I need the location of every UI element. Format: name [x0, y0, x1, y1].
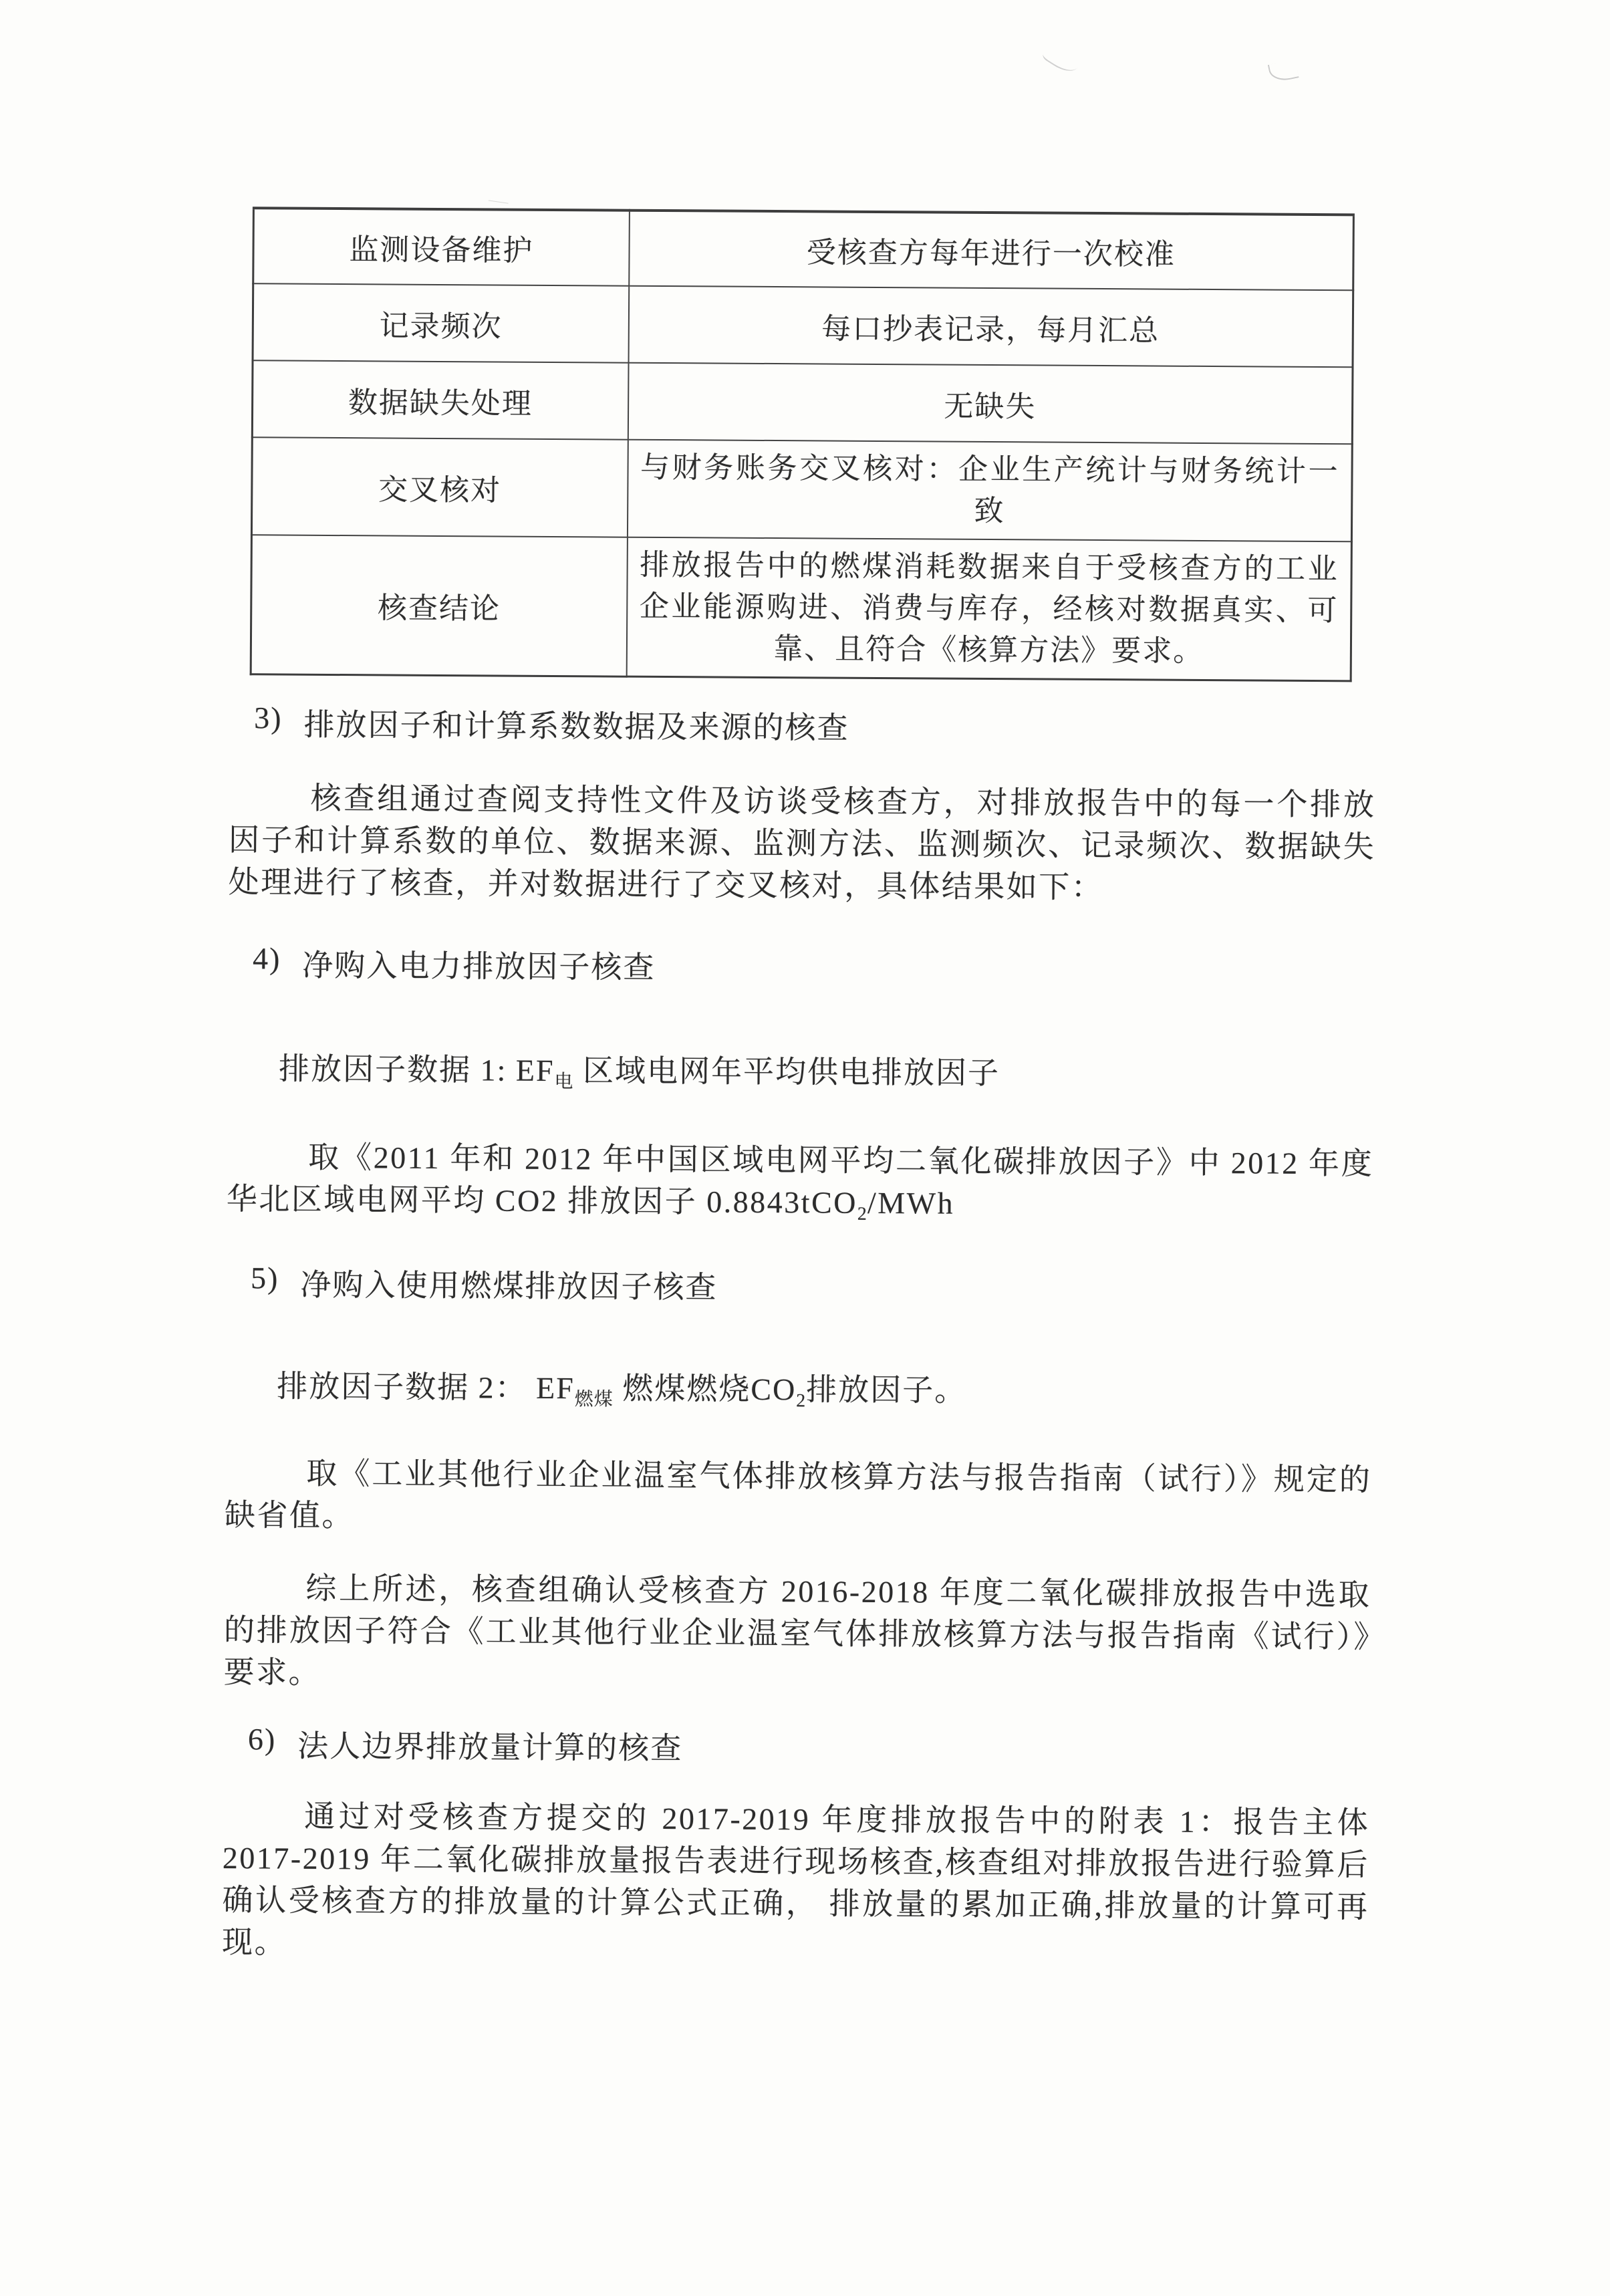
section-title: 法人边界排放量计算的核查 [297, 1729, 683, 1766]
table-row-label: 记录频次 [253, 283, 629, 362]
emission-factor-line-1 [279, 1045, 1000, 1097]
table-row [253, 208, 1354, 290]
section-heading-5 [251, 1260, 718, 1307]
paragraph-grid-factor [227, 1136, 1374, 1238]
verification-table [250, 207, 1355, 682]
table-row-label: 交叉核对 [251, 437, 628, 537]
emission-factor-line-2 [277, 1362, 967, 1414]
section-title: 净购入电力排放因子核查 [302, 948, 656, 985]
table-row-value: 与财务账务交叉核对：企业生产统计与财务统计一致 [627, 440, 1352, 542]
ef2-text: 排放因子数据 2： EF [277, 1369, 575, 1406]
co2-subscript: 2 [857, 1203, 867, 1225]
table-row-label: 监测设备维护 [253, 208, 630, 285]
table-row-label: 核查结论 [251, 535, 627, 676]
section-number: 3) [254, 700, 283, 735]
table-row-value: 每口抄表记录，每月汇总 [628, 286, 1353, 368]
section-title: 净购入使用燃煤排放因子核查 [300, 1267, 718, 1305]
ef1-text: 排放因子数据 1: EF [278, 1051, 555, 1088]
ef1-subscript: 电 [554, 1071, 574, 1093]
ef1-text: 区域电网年平均供电排放因子 [573, 1053, 1000, 1091]
ef2-text: 燃煤燃烧CO [613, 1371, 797, 1407]
table-row-value: 无缺失 [628, 363, 1353, 444]
paragraph-factor-check-intro: 核查组通过查阅支持性文件及访谈受核查方，对排放报告中的每一个排放因子和计算系数的单位、数据来源、监测方法、监测频次、记录频次、数据缺失处理进行了核查，并对数据进行了交叉核对，具体结果如下： [228, 781, 1376, 905]
table-row-label: 数据缺失处理 [252, 360, 628, 439]
section-number: 4) [252, 941, 281, 976]
section-heading-3 [254, 700, 849, 747]
paragraph-coal-default-value: 取《工业其他行业企业温室气体排放核算方法与报告指南（试行）》规定的缺省值。 [224, 1456, 1372, 1533]
paragraph-boundary-calculation: 通过对受核查方提交的 2017-2019 年度排放报告中的附表 1：报告主体 2017-2019 年二氧化碳排放量报告表进行现场核查,核查组对排放报告进行验算后确认受核查方的排放量的计算公式正确， 排放量的累加正确,排放量的计算可再现。 [221, 1799, 1370, 1960]
table-row-value: 排放报告中的燃煤消耗数据来自于受核查方的工业企业能源购进、消费与库存，经核对数据真实、可靠、且符合《核算方法》要求。 [626, 537, 1351, 681]
table-row-value: 受核查方每年进行一次校准 [629, 211, 1354, 291]
table-row [253, 283, 1353, 367]
ef2-subscript: 燃煤 [574, 1389, 614, 1410]
section-title: 排放因子和计算系数数据及来源的核查 [303, 707, 849, 745]
table-row [251, 535, 1351, 681]
scan-artifact-mark [1041, 41, 1082, 77]
grid-factor-unit: /MWh [867, 1185, 955, 1221]
table-row [252, 360, 1353, 444]
section-heading-4 [253, 940, 656, 987]
co2-subscript: 2 [796, 1390, 807, 1412]
section-number: 6) [247, 1722, 277, 1757]
grid-factor-text: 取《2011 年和 2012 年中国区域电网平均二氧化碳排放因子》中 2012 年度华北区域电网平均 CO2 排放因子 0.8843tCO [226, 1140, 1374, 1220]
paragraph-factor-conclusion: 综上所述，核查组确认受核查方 2016-2018 年度二氧化碳排放报告中选取的排放因子符合《工业其他行业企业温室气体排放核算方法与报告指南《试行）》要求。 [223, 1571, 1371, 1690]
table-row [251, 437, 1352, 541]
section-heading-6 [248, 1721, 683, 1768]
section-number: 5) [250, 1261, 279, 1295]
ef2-text: 排放因子。 [806, 1372, 967, 1408]
scan-artifact-mark [1268, 59, 1299, 84]
